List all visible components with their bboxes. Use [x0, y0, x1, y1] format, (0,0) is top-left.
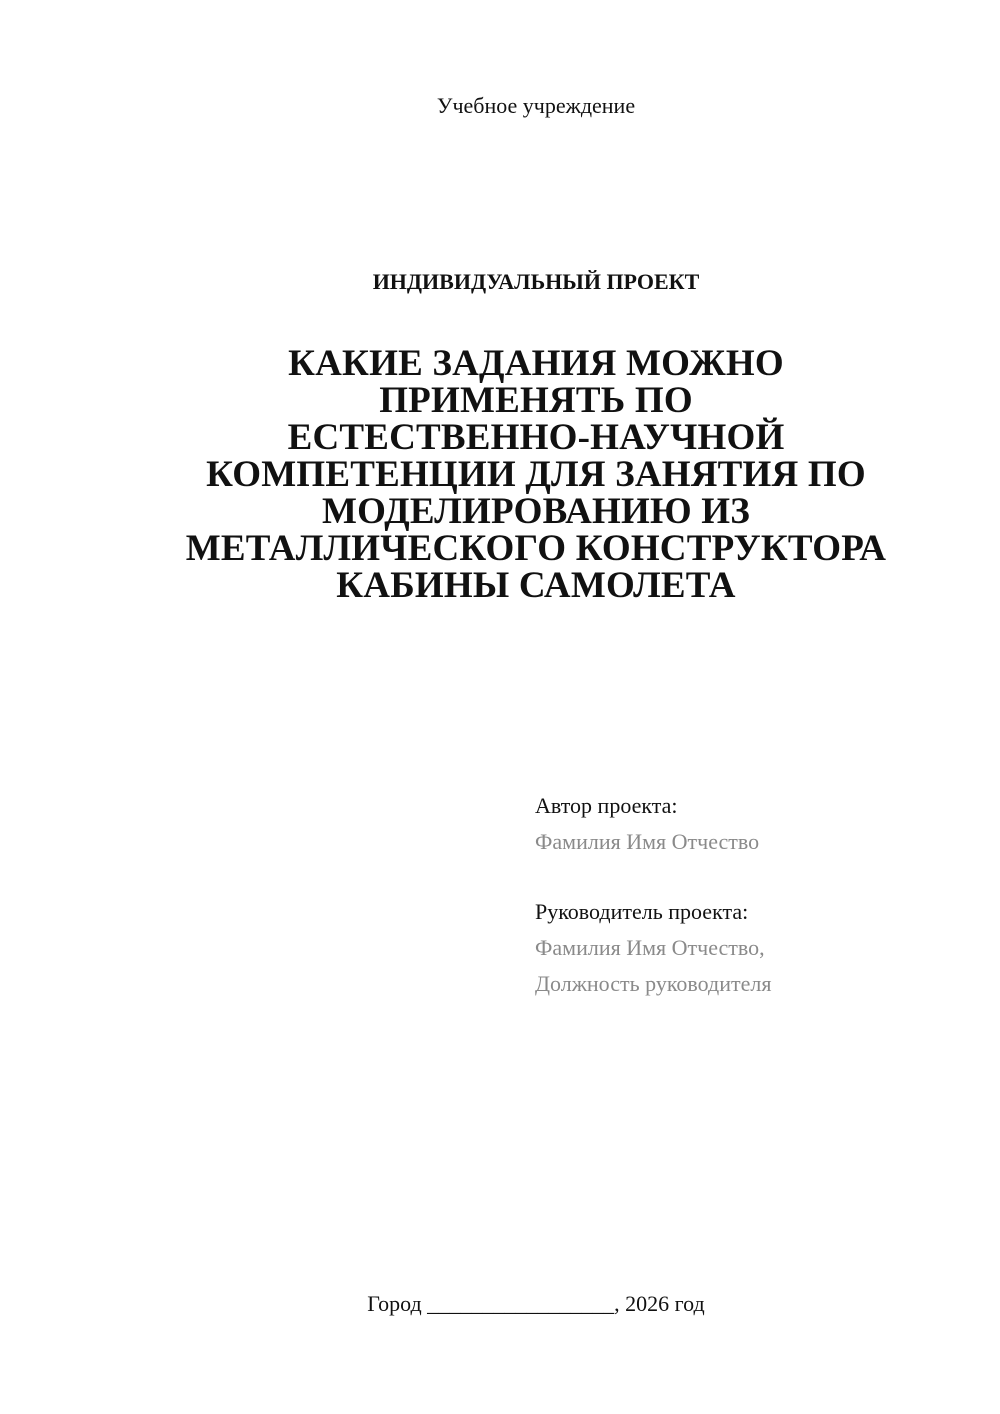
supervisor-position: Должность руководителя	[535, 971, 772, 996]
supervisor-name: Фамилия Имя Отчество,	[535, 935, 765, 960]
credits-spacer	[535, 860, 975, 894]
project-title-line: КОМПЕТЕНЦИИ ДЛЯ ЗАНЯТИЯ ПО	[206, 454, 866, 495]
city-year-line: Город _________________, 2026 год	[367, 1291, 705, 1316]
credits-block	[535, 788, 975, 1002]
supervisor-label: Руководитель проекта:	[535, 899, 749, 924]
project-title-line: КАБИНЫ САМОЛЕТА	[336, 565, 736, 606]
author-name: Фамилия Имя Отчество	[535, 829, 760, 854]
project-title	[150, 345, 922, 604]
project-type-heading: ИНДИВИДУАЛЬНЫЙ ПРОЕКТ	[372, 269, 700, 294]
project-title-line: ЕСТЕСТВЕННО-НАУЧНОЙ	[287, 417, 785, 458]
project-title-line: ПРИМЕНЯТЬ ПО	[379, 380, 693, 421]
institution-name: Учебное учреждение	[436, 93, 636, 118]
project-title-line: МЕТАЛЛИЧЕСКОГО КОНСТРУКТОРА	[185, 528, 887, 569]
author-label: Автор проекта:	[535, 793, 678, 818]
project-title-line: КАКИЕ ЗАДАНИЯ МОЖНО	[288, 343, 784, 384]
project-title-line: МОДЕЛИРОВАНИЮ ИЗ	[321, 491, 751, 532]
